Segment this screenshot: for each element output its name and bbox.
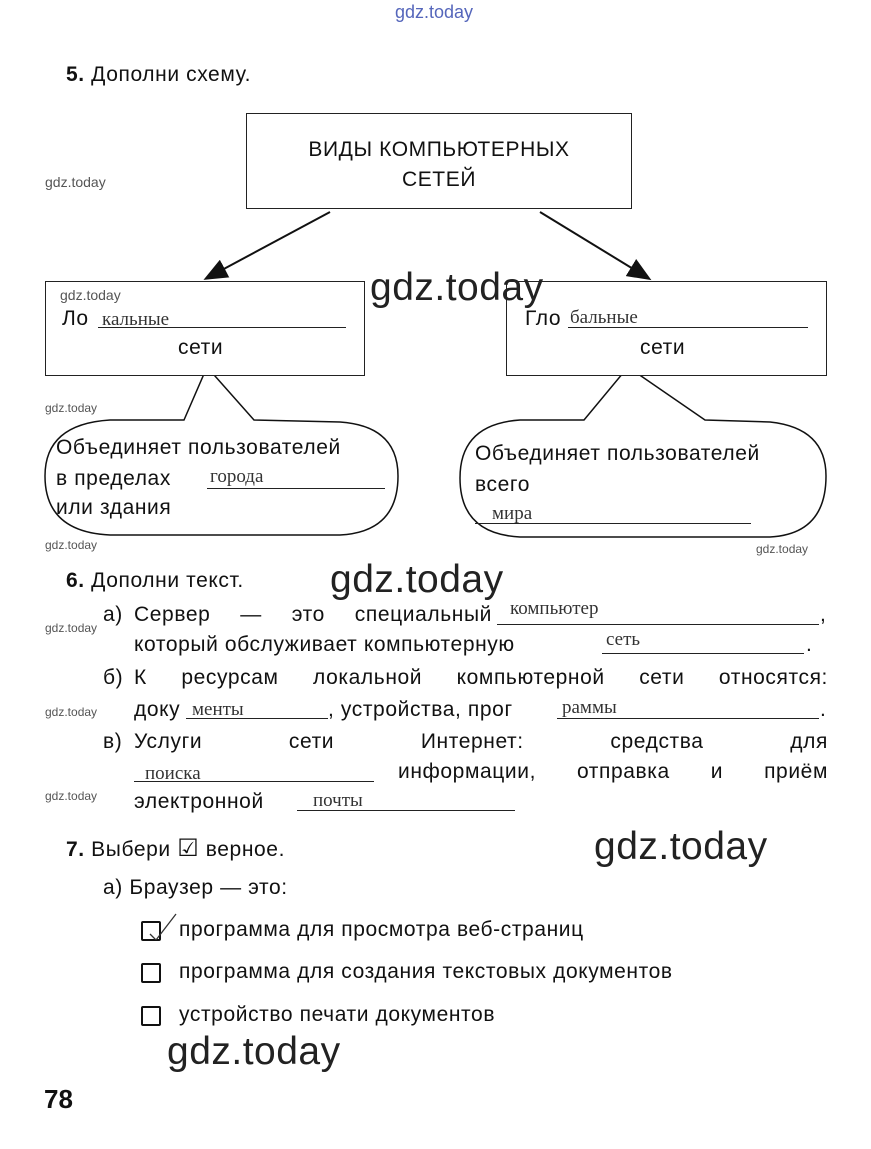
right-box-prefix: Гло (525, 307, 562, 330)
watermark-small: gdz.today (60, 287, 121, 303)
word: К (134, 666, 147, 689)
task7-instruction-before: Выбери (91, 838, 171, 861)
task6b-period: . (820, 698, 827, 721)
watermark-large: gdz.today (167, 1030, 341, 1073)
word: сети (639, 666, 685, 689)
option-row[interactable] (140, 960, 840, 986)
task5-heading (66, 63, 251, 87)
word: Услуги (134, 730, 203, 753)
task6a-marker: а) (103, 603, 123, 626)
task5-instruction: Дополни схему. (91, 63, 252, 86)
word: ресурсам (181, 666, 279, 689)
option-label: устройство печати документов (179, 1003, 496, 1026)
word: компьютерной (456, 666, 605, 689)
word: это (291, 603, 325, 626)
word: отправка (576, 760, 670, 783)
word: локальной (313, 666, 423, 689)
option-checkbox[interactable] (141, 963, 161, 983)
main-box-line2: СЕТЕЙ (401, 168, 477, 191)
right-box-answer: бальные (570, 307, 638, 328)
watermark-small: gdz.today (45, 621, 98, 635)
left-bubble-answer: города (210, 466, 264, 487)
right-box-suffix: сети (640, 336, 686, 359)
watermark-top: gdz.today (395, 2, 474, 22)
watermark-small: gdz.today (45, 538, 98, 552)
watermark-large: gdz.today (370, 266, 544, 309)
task7-question-marker: а) (103, 876, 123, 899)
task7-question-text: Браузер — это: (129, 876, 288, 899)
right-bubble-line2: всего (475, 473, 530, 496)
task6c-line1 (134, 730, 828, 754)
task6c-line3-prefix: электронной (134, 790, 264, 813)
task6c-line2 (398, 760, 828, 784)
task6a-blank2 (602, 653, 804, 654)
main-box-line1: ВИДЫ КОМПЬЮТЕРНЫХ (308, 138, 570, 161)
option-label: программа для создания текстовых документов (179, 960, 673, 983)
arrow-right (540, 212, 648, 278)
option-checkbox[interactable] (141, 1006, 161, 1026)
right-box (506, 281, 827, 376)
task7-question (103, 876, 288, 900)
watermark-large: gdz.today (594, 825, 768, 868)
option-row[interactable] (140, 918, 840, 944)
task6a-answer2: сеть (606, 629, 641, 650)
main-box (246, 113, 632, 209)
task6-heading (66, 569, 244, 593)
word: информации, (398, 760, 537, 783)
watermark-small: gdz.today (756, 542, 809, 556)
watermark-small: gdz.today (45, 705, 98, 719)
task6b-answer2: раммы (562, 697, 617, 718)
task6b-answer1: менты (192, 699, 244, 720)
task6c-marker: в) (103, 730, 123, 753)
watermark-small: gdz.today (45, 401, 98, 415)
task6b-line1 (134, 666, 828, 690)
task5-number: 5. (66, 63, 85, 86)
task6c-answer1: поиска (145, 763, 201, 784)
watermark-small: gdz.today (45, 789, 98, 803)
left-bubble-blank (207, 488, 385, 489)
task6b-marker: б) (103, 666, 124, 689)
arrow-left (207, 212, 330, 278)
watermark-large: gdz.today (330, 558, 504, 601)
task6-number: 6. (66, 569, 85, 592)
check-icon: ☑ (177, 834, 200, 862)
watermark-small: gdz.today (45, 174, 106, 190)
task6a-period: . (806, 633, 813, 656)
task6b-prefix1: доку (134, 698, 181, 721)
task6a-comma: , (820, 603, 827, 626)
task7-number: 7. (66, 838, 85, 861)
word: специальный (354, 603, 492, 626)
task6a-line1 (134, 603, 492, 627)
word: относятся: (718, 666, 828, 689)
word: Сервер (134, 603, 211, 626)
word: и (710, 760, 724, 783)
right-bubble-answer: мира (492, 503, 533, 524)
task7-heading (66, 836, 285, 862)
task6-instruction: Дополни текст. (91, 569, 244, 592)
word: — (240, 603, 262, 626)
task6a-blank1 (497, 624, 819, 625)
left-bubble-line3: или здания (56, 496, 172, 519)
word: сети (288, 730, 335, 753)
word: средства (610, 730, 704, 753)
option-row[interactable] (140, 1003, 840, 1029)
left-box (45, 281, 365, 376)
task6c-answer2: почты (313, 790, 363, 811)
word: приём (764, 760, 828, 783)
word: Интернет: (420, 730, 524, 753)
left-box-suffix: сети (178, 336, 224, 359)
task7-instruction-after: верное. (205, 838, 286, 861)
right-bubble-line1: Объединяет пользователей (475, 442, 760, 465)
task6b-middle: , устройства, прог (328, 698, 513, 721)
left-bubble-line2-prefix: в пределах (56, 467, 171, 490)
task6a-line2: который обслуживает компьютерную (134, 633, 515, 656)
page-number: 78 (44, 1084, 73, 1114)
hand-check-mark (140, 910, 180, 940)
left-bubble-line1: Объединяет пользователей (56, 436, 341, 459)
task6b-blank2 (557, 718, 819, 719)
word: для (790, 730, 828, 753)
task6a-answer1: компьютер (510, 598, 599, 619)
left-box-prefix: Ло (62, 307, 89, 330)
option-label: программа для просмотра веб-страниц (179, 918, 584, 941)
left-box-answer: кальные (102, 309, 170, 330)
